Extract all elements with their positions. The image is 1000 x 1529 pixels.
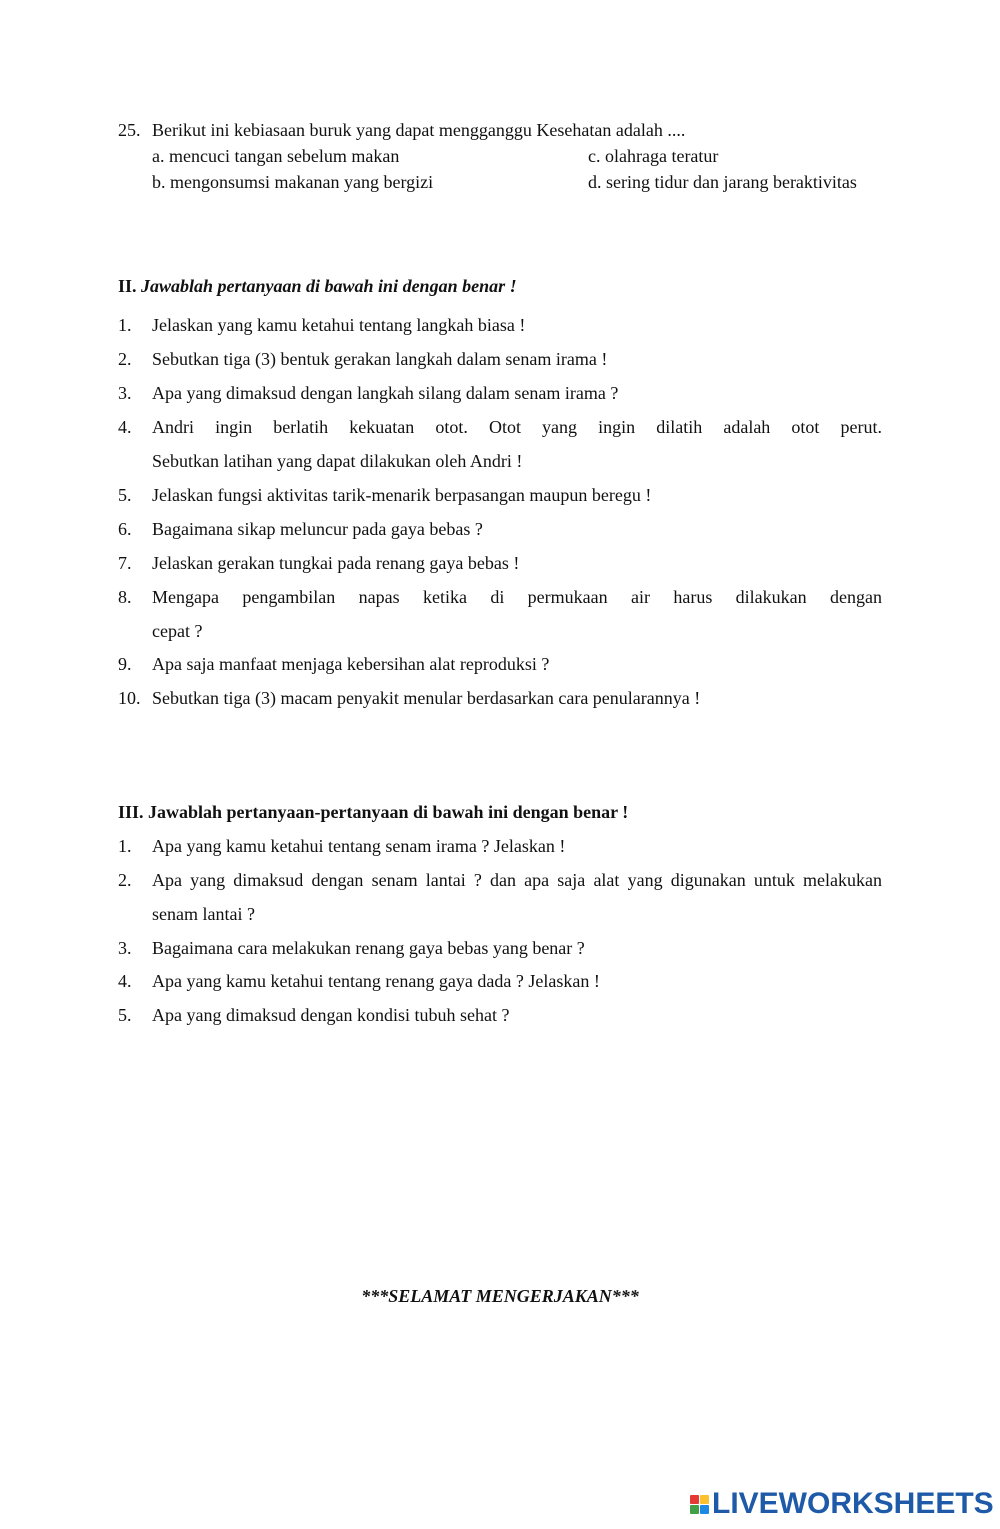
- question-text: Sebutkan tiga (3) bentuk gerakan langkah dalam senam irama !: [152, 349, 608, 369]
- question-number: 3.: [118, 383, 132, 403]
- question-text: Berikut ini kebiasaan buruk yang dapat mengganggu Kesehatan adalah ....: [152, 120, 686, 140]
- closing-message: ***SELAMAT MENGERJAKAN***: [361, 1286, 639, 1306]
- question-number: 9.: [118, 654, 132, 674]
- question-text: Jelaskan gerakan tungkai pada renang gaya bebas !: [152, 553, 520, 573]
- question-text-line-2: senam lantai ?: [152, 904, 255, 924]
- question-number: 1.: [118, 836, 132, 856]
- question-number: 3.: [118, 938, 132, 958]
- logo-text: LIVEWORKSHEETS: [712, 1487, 994, 1520]
- question-number: 6.: [118, 519, 132, 539]
- option-a: a. mencuci tangan sebelum makan: [152, 146, 400, 166]
- question-number: 5.: [118, 1005, 132, 1025]
- logo-mark-icon: [690, 1495, 709, 1514]
- question-text-line-2: Sebutkan latihan yang dapat dilakukan oleh Andri !: [152, 451, 523, 471]
- option-c: c. olahraga teratur: [588, 146, 719, 166]
- question-number: 1.: [118, 315, 132, 335]
- option-d: d. sering tidur dan jarang beraktivitas: [588, 172, 857, 192]
- logo-square-icon: [700, 1505, 709, 1514]
- question-number: 7.: [118, 553, 132, 573]
- question-number: 2.: [118, 870, 132, 890]
- liveworksheets-logo[interactable]: [690, 1487, 994, 1521]
- question-number: 4.: [118, 417, 132, 437]
- question-text-line-1: Mengapa pengambilan napas ketika di permukaan air harus dilakukan dengan: [152, 587, 882, 607]
- section-2-roman: II.: [118, 276, 137, 296]
- question-number: 10.: [118, 688, 141, 708]
- section-3-heading: III. Jawablah pertanyaan-pertanyaan di bawah ini dengan benar !: [118, 802, 629, 822]
- question-number: 5.: [118, 485, 132, 505]
- question-text: Apa yang dimaksud dengan kondisi tubuh sehat ?: [152, 1005, 510, 1025]
- question-text: Jelaskan fungsi aktivitas tarik-menarik berpasangan maupun beregu !: [152, 485, 652, 505]
- section-2-title: Jawablah pertanyaan di bawah ini dengan benar !: [141, 276, 517, 296]
- question-text: Apa yang kamu ketahui tentang senam irama ? Jelaskan !: [152, 836, 566, 856]
- question-text: Apa yang kamu ketahui tentang renang gaya dada ? Jelaskan !: [152, 971, 600, 991]
- question-text: Jelaskan yang kamu ketahui tentang langkah biasa !: [152, 315, 526, 335]
- section-2-heading: [118, 273, 517, 299]
- question-number: 4.: [118, 971, 132, 991]
- question-number: 2.: [118, 349, 132, 369]
- logo-square-icon: [700, 1495, 709, 1504]
- question-text: Apa yang dimaksud dengan langkah silang dalam senam irama ?: [152, 383, 619, 403]
- logo-square-icon: [690, 1495, 699, 1504]
- question-text: Sebutkan tiga (3) macam penyakit menular berdasarkan cara penularannya !: [152, 688, 701, 708]
- question-text: Bagaimana cara melakukan renang gaya bebas yang benar ?: [152, 938, 585, 958]
- question-text-line-2: cepat ?: [152, 621, 203, 641]
- question-number: 8.: [118, 587, 132, 607]
- logo-square-icon: [690, 1505, 699, 1514]
- question-number: 25.: [118, 120, 141, 140]
- option-b: b. mengonsumsi makanan yang bergizi: [152, 172, 434, 192]
- question-text-line-1: Apa yang dimaksud dengan senam lantai ? dan apa saja alat yang digunakan untuk melakukan: [152, 870, 882, 890]
- question-text: Bagaimana sikap meluncur pada gaya bebas ?: [152, 519, 483, 539]
- question-text: Apa saja manfaat menjaga kebersihan alat reproduksi ?: [152, 654, 550, 674]
- question-text-line-1: Andri ingin berlatih kekuatan otot. Otot yang ingin dilatih adalah otot perut.: [152, 417, 882, 437]
